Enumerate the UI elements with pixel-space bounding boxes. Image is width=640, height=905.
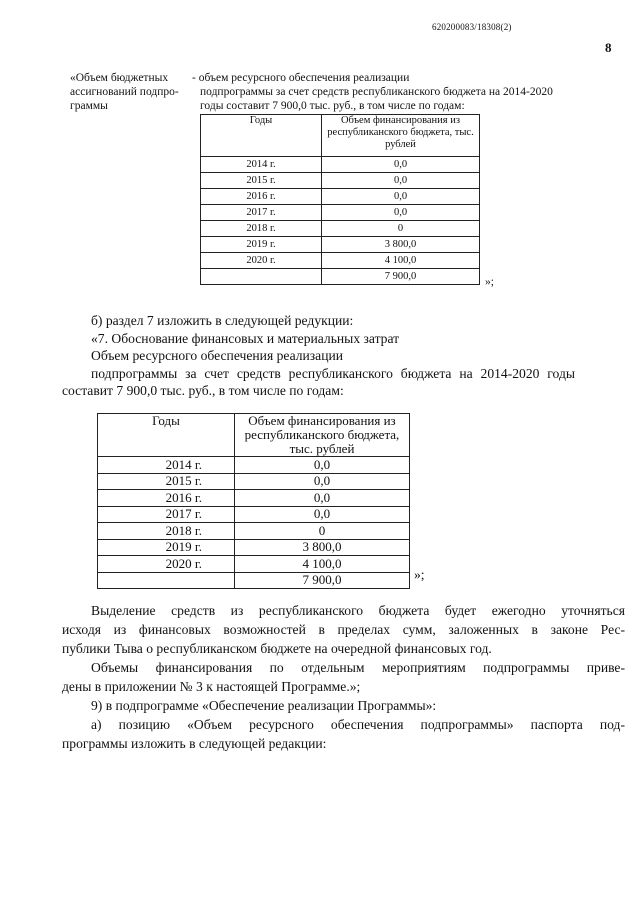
year-cell: 2018 г. xyxy=(201,221,322,237)
year-cell: 2015 г. xyxy=(201,173,322,189)
year-cell: 2020 г. xyxy=(98,556,235,573)
value-cell: 4 100,0 xyxy=(235,556,410,573)
total-cell: 7 900,0 xyxy=(322,269,480,285)
table-row xyxy=(201,157,480,173)
section-b-line-3: Объем ресурсного обеспечения реализации xyxy=(91,348,344,363)
value-cell: 3 800,0 xyxy=(322,237,480,253)
year-cell: 2016 г. xyxy=(98,490,235,507)
year-cell: 2016 г. xyxy=(201,189,322,205)
passport-label-line-2: ассигнований подпро- xyxy=(70,86,179,98)
document-id: 620200083/18308(2) xyxy=(432,22,512,32)
year-cell: 2019 г. xyxy=(98,539,235,556)
passport-label-line-1: «Объем бюджетных xyxy=(70,72,169,84)
total-cell: 7 900,0 xyxy=(235,572,410,589)
table-total-row xyxy=(98,572,410,589)
table-row xyxy=(98,506,410,523)
year-cell: 2014 г. xyxy=(201,157,322,173)
year-cell: 2017 г. xyxy=(201,205,322,221)
para1-line-3: публики Тыва о республиканском бюджете на очередной финансовых год. xyxy=(62,641,492,656)
passport-table-closing: »; xyxy=(485,276,494,288)
para3: 9) в подпрограмме «Обеспечение реализации Программы»: xyxy=(91,698,437,713)
passport-label-line-3: граммы xyxy=(70,100,108,112)
table-row xyxy=(201,205,480,221)
para2-line-1: Объемы финансирования по отдельным мероприятиям подпрограммы приве- xyxy=(91,660,625,675)
value-cell: 0,0 xyxy=(235,473,410,490)
value-cell: 4 100,0 xyxy=(322,253,480,269)
section-b-line-4: подпрограммы за счет средств республиканского бюджета на 2014-2020 годы xyxy=(91,366,575,381)
year-cell xyxy=(98,572,235,589)
header-funding: Объем финансирования из республиканского бюджета, тыс. рублей xyxy=(235,414,410,457)
section-b-line-1: б) раздел 7 изложить в следующей редукции: xyxy=(91,313,354,328)
year-cell: 2018 г. xyxy=(98,523,235,540)
table-row xyxy=(98,539,410,556)
section-table-closing: »; xyxy=(414,567,425,582)
table-row xyxy=(98,556,410,573)
value-cell: 0,0 xyxy=(235,490,410,507)
value-cell: 0,0 xyxy=(235,457,410,474)
year-cell xyxy=(201,269,322,285)
table-row xyxy=(98,490,410,507)
para4-line-1: а) позицию «Объем ресурсного обеспечения подпрограммы» паспорта под- xyxy=(91,717,625,732)
section-b-line-5: составит 7 900,0 тыс. руб., в том числе по годам: xyxy=(62,383,344,398)
table-row xyxy=(201,189,480,205)
year-cell: 2014 г. xyxy=(98,457,235,474)
para4-line-2: программы изложить в следующей редакции: xyxy=(62,736,327,751)
year-cell: 2020 г. xyxy=(201,253,322,269)
table-header-row xyxy=(201,115,480,157)
value-cell: 0,0 xyxy=(322,173,480,189)
header-funding: Объем финансирования из республиканского бюджета, тыс. рублей xyxy=(322,115,480,157)
section-b-heading: «7. Обоснование финансовых и материальных затрат xyxy=(91,331,400,346)
table-row xyxy=(201,253,480,269)
table-row xyxy=(201,237,480,253)
table-total-row xyxy=(201,269,480,285)
value-cell: 0 xyxy=(322,221,480,237)
value-cell: 0,0 xyxy=(322,157,480,173)
value-cell: 0 xyxy=(235,523,410,540)
passport-text-line-3: годы составит 7 900,0 тыс. руб., в том числе по годам: xyxy=(200,100,465,112)
value-cell: 0,0 xyxy=(322,205,480,221)
section-funding-table xyxy=(97,413,410,589)
passport-text-line-2: подпрограммы за счет средств республиканского бюджета на 2014-2020 xyxy=(200,86,553,98)
year-cell: 2015 г. xyxy=(98,473,235,490)
header-years: Годы xyxy=(201,115,322,157)
header-years: Годы xyxy=(98,414,235,457)
year-cell: 2019 г. xyxy=(201,237,322,253)
table-row xyxy=(201,221,480,237)
table-row xyxy=(201,173,480,189)
para2-line-2: дены в приложении № 3 к настоящей Программе.»; xyxy=(62,679,361,694)
table-row xyxy=(98,457,410,474)
value-cell: 0,0 xyxy=(235,506,410,523)
table-row xyxy=(98,523,410,540)
passport-text-line-1: - объем ресурсного обеспечения реализации xyxy=(192,72,410,84)
para1-line-1: Выделение средств из республиканского бюджета будет ежегодно уточняться xyxy=(91,603,625,618)
table-header-row xyxy=(98,414,410,457)
value-cell: 3 800,0 xyxy=(235,539,410,556)
passport-funding-table xyxy=(200,114,480,285)
table-row xyxy=(98,473,410,490)
para1-line-2: исходя из финансовых возможностей в пределах сумм, заложенных в законе Рес- xyxy=(62,622,625,637)
value-cell: 0,0 xyxy=(322,189,480,205)
year-cell: 2017 г. xyxy=(98,506,235,523)
page-number: 8 xyxy=(605,40,612,55)
